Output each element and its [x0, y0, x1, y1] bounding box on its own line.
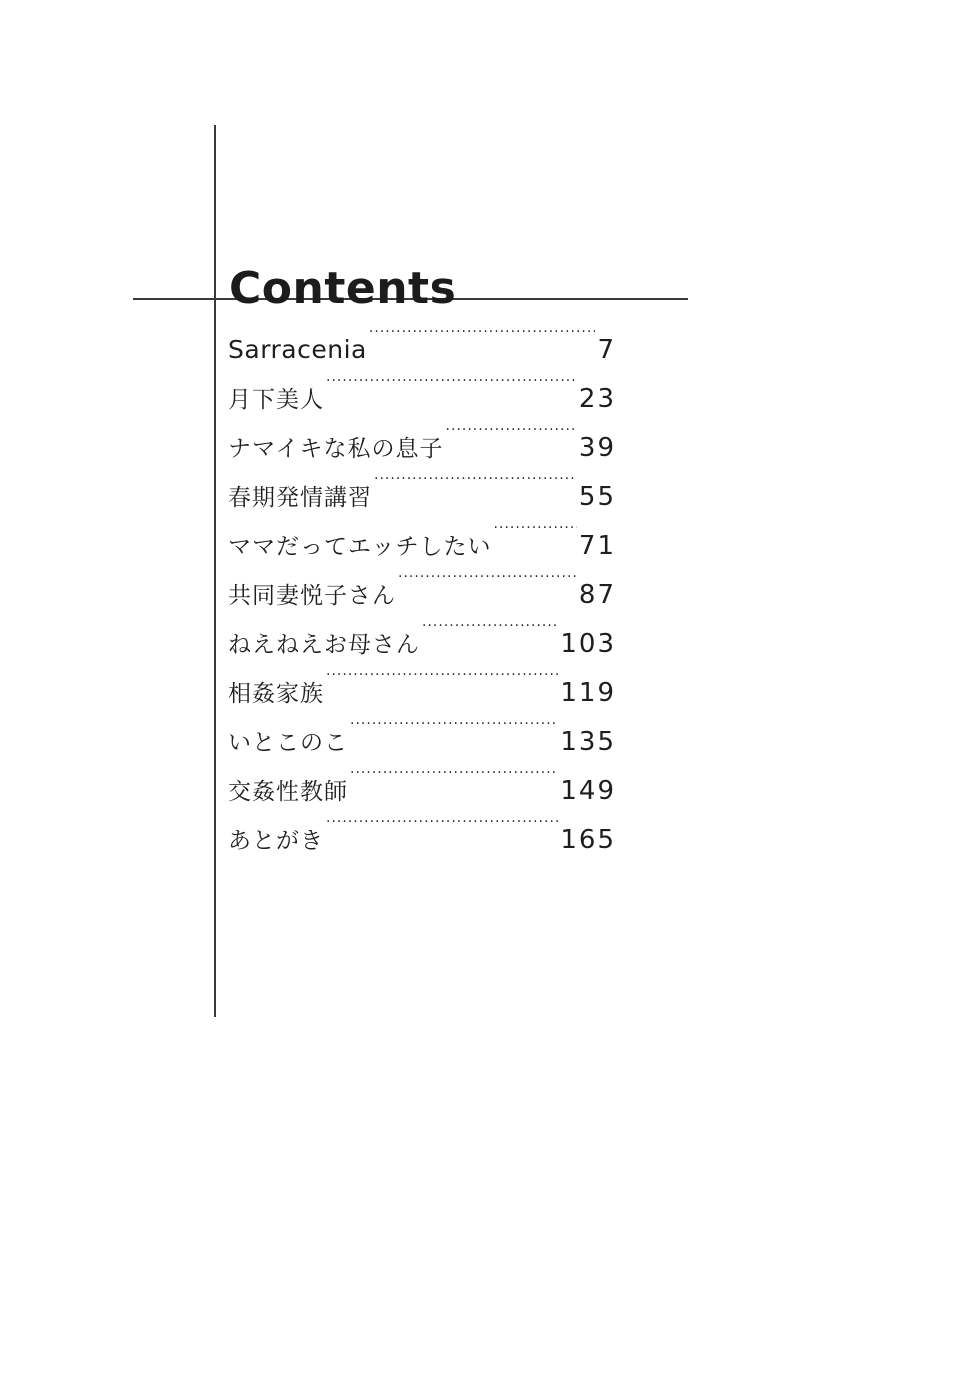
page-title: Contents	[229, 263, 457, 315]
toc-entry-page: 55	[578, 482, 616, 512]
toc-entry-page: 39	[578, 433, 616, 463]
dot-leader	[374, 465, 577, 505]
toc-entry-title: Sarracenia	[228, 335, 367, 364]
dot-leader	[350, 710, 558, 750]
toc-entry-title: あとがき	[228, 828, 324, 854]
dot-leader	[446, 416, 577, 456]
toc-entry-title: ママだってエッチしたい	[228, 534, 492, 560]
toc-entry[interactable]	[228, 563, 616, 612]
toc-entry[interactable]	[228, 759, 616, 808]
toc-entry[interactable]	[228, 416, 616, 465]
toc-entry-page: 71	[578, 531, 616, 561]
dot-leader	[326, 808, 558, 848]
toc-entry-title: ねえねえお母さん	[228, 632, 420, 658]
toc-entry[interactable]	[228, 808, 616, 857]
toc-entry[interactable]	[228, 661, 616, 710]
dot-leader	[326, 661, 558, 701]
toc-entry-title: 共同妻悦子さん	[228, 583, 396, 609]
dot-leader	[398, 563, 577, 603]
toc-entry[interactable]	[228, 514, 616, 563]
toc-entry-page: 149	[560, 776, 616, 806]
toc-entry-page: 103	[560, 629, 616, 659]
toc-entry[interactable]	[228, 465, 616, 514]
toc-entry-page: 87	[578, 580, 616, 610]
dot-leader	[494, 514, 577, 554]
toc-entry-title: いとこのこ	[228, 730, 348, 756]
toc-entry-page: 165	[560, 825, 616, 855]
dot-leader	[369, 318, 596, 358]
table-of-contents	[228, 318, 616, 857]
vertical-rule	[214, 125, 216, 1017]
toc-entry-page: 135	[560, 727, 616, 757]
toc-entry-page: 7	[597, 335, 616, 365]
toc-entry-title: 月下美人	[228, 387, 324, 413]
dot-leader	[422, 612, 558, 652]
toc-entry-title: 交姦性教師	[228, 779, 348, 805]
toc-entry[interactable]	[228, 367, 616, 416]
toc-entry[interactable]	[228, 710, 616, 759]
toc-entry[interactable]	[228, 318, 616, 367]
dot-leader	[326, 367, 577, 407]
toc-entry-title: 春期発情講習	[228, 485, 372, 511]
dot-leader	[350, 759, 558, 799]
toc-entry-page: 23	[578, 384, 616, 414]
toc-entry-title: 相姦家族	[228, 681, 324, 707]
toc-entry-page: 119	[560, 678, 616, 708]
toc-entry-title: ナマイキな私の息子	[228, 436, 444, 462]
toc-entry[interactable]	[228, 612, 616, 661]
